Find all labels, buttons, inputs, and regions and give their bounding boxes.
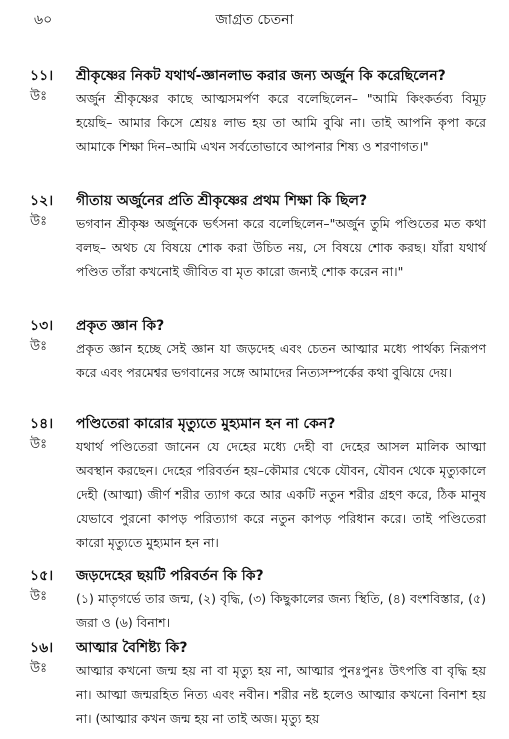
answer bbox=[0, 87, 509, 159]
qa-item-12 bbox=[0, 187, 509, 284]
answer-label: উঃ bbox=[30, 589, 48, 604]
answer-text: আত্মার কখনো জন্ম হয় না বা মৃত্যু হয় না, আত্মার পুনঃপুনঃ উৎপত্তি বা বৃদ্ধি হয় না। আত্মা জন্মরহিত নিত্য এবং নবীন। শরীর নষ্ট হলেও আত্মার কখনো বিনাশ হয় না। (আত্মার কখন জন্ম হয় না তাই অজ। মৃত্যু হয় bbox=[76, 663, 486, 726]
answer bbox=[0, 337, 509, 385]
answer-label: উঃ bbox=[30, 437, 48, 452]
question-text: জড়দেহের ছয়টি পরিবর্তন কি কি? bbox=[76, 568, 264, 584]
question-number: ১৫। bbox=[30, 568, 54, 584]
answer bbox=[0, 659, 509, 731]
question bbox=[0, 187, 509, 212]
answer-label: উঃ bbox=[30, 661, 48, 676]
answer-text: যথার্থ পণ্ডিতেরা জানেন যে দেহের মধ্যে দেহী বা দেহের আসল মালিক আত্মা অবস্থান করছেন। দেহের পরিবর্তন হয়–কৌমার থেকে যৌবন, যৌবন থেকে মৃত্যুকালে দেহী (আত্মা) জীর্ণ শরীর ত্যাগ করে আর একটি নতুন শরীর গ্রহণ করে, ঠিক মানুষ যেভাবে পুরনো কাপড় পরিত্যাগ করে নতুন কাপড় পরিধান করে। তাই পণ্ডিতেরা কারো মৃত্যুতে মুহ্যমান হন না। bbox=[76, 439, 486, 550]
answer bbox=[0, 587, 509, 635]
answer-text: ভগবান শ্রীকৃষ্ণ অর্জুনকে ভর্ৎসনা করে বলেছিলেন–"অর্জুন তুমি পণ্ডিতের মত কথা বলছ– অথচ যে বিষয়ে শোক করা উচিত নয়, সে বিষয়ে শোক করছ। যাঁরা যথার্থ পণ্ডিত তাঁরা কখনোই জীবিত বা মৃত কারো জন্যই শোক করেন না।" bbox=[76, 216, 486, 279]
page-number: ৬০ bbox=[34, 12, 53, 28]
answer-label: উঃ bbox=[30, 214, 48, 229]
question-number: ১৩। bbox=[30, 318, 54, 334]
question-text: পণ্ডিতেরা কারোর মৃত্যুতে মুহ্যমান হন না কেন? bbox=[76, 416, 336, 432]
qa-item-11 bbox=[0, 62, 509, 159]
question bbox=[0, 62, 509, 87]
qa-item-16 bbox=[0, 634, 509, 731]
answer-label: উঃ bbox=[30, 339, 48, 354]
answer-label: উঃ bbox=[30, 89, 48, 104]
page-header bbox=[0, 8, 509, 30]
running-title: জাগ্রত চেতনা bbox=[215, 12, 294, 28]
answer bbox=[0, 212, 509, 284]
answer-text: প্রকৃত জ্ঞান হচ্ছে সেই জ্ঞান যা জড়দেহ এবং চেতন আত্মার মধ্যে পার্থক্য নিরূপণ করে এবং পরমেশ্বর ভগবানের সঙ্গে আমাদের নিত্যসম্পর্কের কথা বুঝিয়ে দেয়। bbox=[76, 341, 486, 380]
question-number: ১২। bbox=[30, 193, 54, 209]
question-text: শ্রীকৃষ্ণের নিকট যথার্থ-জ্ঞানলাভ করার জন্য অর্জুন কি করেছিলেন? bbox=[76, 68, 446, 84]
qa-item-14 bbox=[0, 410, 509, 555]
qa-item-13 bbox=[0, 312, 509, 385]
question-text: গীতায় অর্জুনের প্রতি শ্রীকৃষ্ণের প্রথম শিক্ষা কি ছিল? bbox=[76, 193, 368, 209]
answer-text: অর্জুন শ্রীকৃষ্ণের কাছে আত্মসমর্পণ করে বলেছিলেন– "আমি কিংকর্তব্য বিমূঢ় হয়েছি– আমার কিসে শ্রেয়ঃ লাভ হয় তা আমি বুঝি না। তাই আপনি কৃপা করে আমাকে শিক্ষা দিন–আমি এখন সর্বতোভাবে আপনার শিষ্য ও শরণাগত।" bbox=[76, 91, 486, 154]
question-number: ১৬। bbox=[30, 640, 54, 656]
question bbox=[0, 562, 509, 587]
answer bbox=[0, 435, 509, 555]
question-number: ১৪। bbox=[30, 416, 54, 432]
question-text: প্রকৃত জ্ঞান কি? bbox=[76, 318, 165, 334]
answer-text: (১) মাতৃগর্ভে তার জন্ম, (২) বৃদ্ধি, (৩) কিছুকালের জন্য স্থিতি, (৪) বংশবিস্তার, (৫) জরা ও (৬) বিনাশ। bbox=[76, 591, 486, 630]
qa-item-15 bbox=[0, 562, 509, 635]
question-number: ১১। bbox=[30, 68, 54, 84]
question-text: আত্মার বৈশিষ্ট্য কি? bbox=[76, 640, 188, 656]
question bbox=[0, 312, 509, 337]
question bbox=[0, 634, 509, 659]
question bbox=[0, 410, 509, 435]
